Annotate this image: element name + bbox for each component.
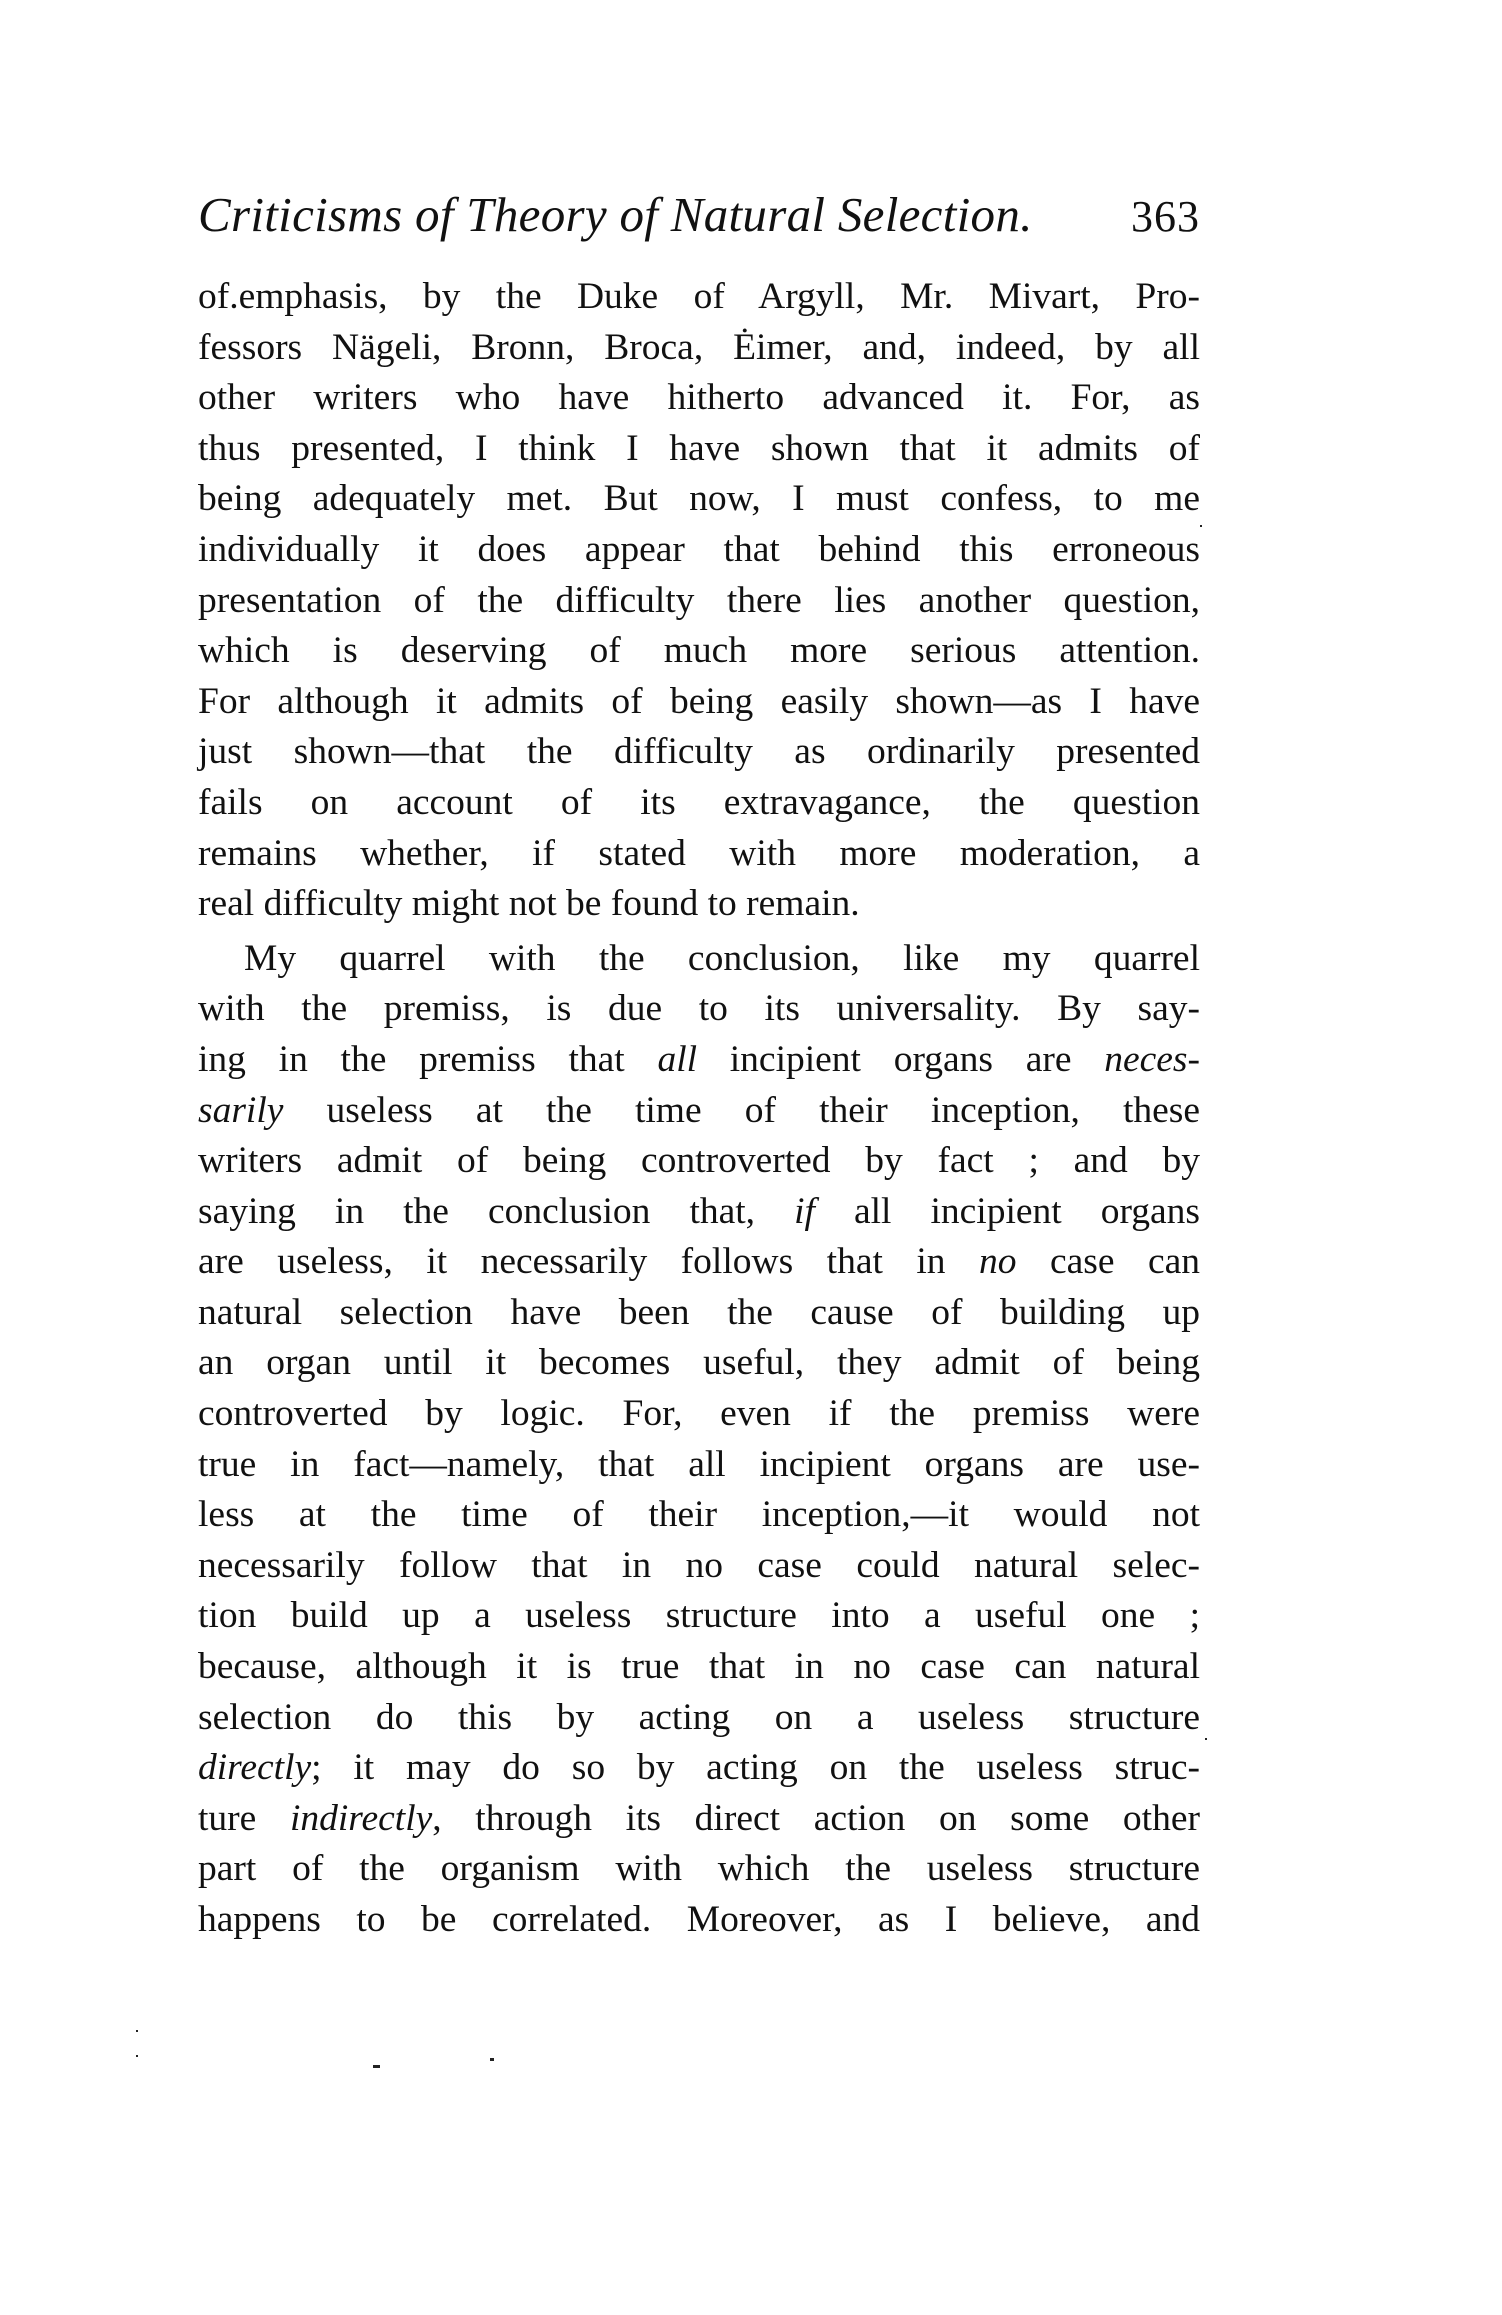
text-line: are useless, it necessarily follows that in no case can — [198, 1241, 1200, 1283]
text-line: real difficulty might not be found to remain. — [198, 883, 860, 925]
text-line: fessors Nägeli, Bronn, Broca, Ėimer, and, indeed, by all — [198, 326, 1200, 368]
text-line: My quarrel with the conclusion, like my quarrel — [244, 937, 1200, 979]
paragraph — [198, 934, 1200, 1946]
text-line: For although it admits of being easily shown—as I have — [198, 680, 1200, 722]
paragraph — [198, 272, 1200, 930]
italic-emphasis: if — [794, 1190, 815, 1232]
italic-emphasis: sarily — [198, 1089, 284, 1131]
page-number: 363 — [1131, 192, 1200, 241]
text-line: necessarily follow that in no case could natural selec- — [198, 1544, 1200, 1586]
text-line: natural selection have been the cause of building up — [198, 1291, 1200, 1333]
text-line: saying in the conclusion that, if all incipient organs — [198, 1190, 1201, 1232]
italic-emphasis: no — [979, 1241, 1017, 1283]
text-line: less at the time of their inception,—it would not — [198, 1494, 1200, 1536]
text-line: thus presented, I think I have shown that it admits of — [198, 427, 1200, 469]
text-line: true in fact—namely, that all incipient organs are use- — [198, 1443, 1200, 1485]
text-line: being adequately met. But now, I must confess, to me — [198, 478, 1200, 520]
text-line: ing in the premiss that all incipient organs are neces- — [198, 1038, 1200, 1080]
text-line: because, although it is true that in no case can natural — [198, 1646, 1200, 1688]
text-line: fails on account of its extravagance, the question — [198, 781, 1200, 823]
italic-emphasis: indirectly — [289, 1797, 433, 1839]
text-line: with the premiss, is due to its universality. By say- — [198, 988, 1200, 1030]
text-line: remains whether, if stated with more moderation, a — [198, 832, 1200, 874]
text-line: other writers who have hitherto advanced it. For, as — [198, 377, 1200, 419]
text-line: which is deserving of much more serious attention. — [198, 630, 1200, 672]
running-head — [198, 186, 1200, 256]
running-title: Criticisms of Theory of Natural Selection. — [198, 187, 1033, 242]
text-line: directly; it may do so by acting on the useless struc- — [198, 1747, 1200, 1789]
text-line: tion build up a useless structure into a useful one ; — [198, 1595, 1200, 1637]
text-line: of.emphasis, by the Duke of Argyll, Mr. Mivart, Pro- — [198, 276, 1200, 317]
text-line: selection do this by acting on a useless structure — [198, 1696, 1200, 1738]
text-line: just shown—that the difficulty as ordinarily presented — [198, 731, 1200, 773]
text-line: an organ until it becomes useful, they admit of being — [198, 1342, 1200, 1384]
scan-speck — [490, 2058, 494, 2061]
scan-speck — [136, 2055, 138, 2057]
italic-emphasis: neces- — [1104, 1038, 1200, 1080]
scan-speck — [136, 2030, 138, 2032]
text-line: controverted by logic. For, even if the premiss were — [198, 1393, 1200, 1435]
scan-speck — [1200, 525, 1202, 527]
text-line: part of the organism with which the useless structure — [198, 1848, 1200, 1890]
body-text — [198, 272, 1200, 1946]
scan-speck — [373, 2065, 380, 2068]
italic-emphasis: directly — [198, 1747, 312, 1789]
text-line: ture indirectly, through its direct action on some other — [198, 1797, 1200, 1839]
text-line: presentation of the difficulty there lies another question, — [198, 579, 1200, 621]
italic-emphasis: all — [657, 1038, 698, 1080]
text-line: writers admit of being controverted by fact ; and by — [198, 1140, 1200, 1182]
scan-speck — [1205, 1738, 1207, 1740]
text-line: sarily useless at the time of their inception, these — [198, 1089, 1200, 1131]
text-line: individually it does appear that behind this erroneous — [198, 528, 1200, 570]
text-line: happens to be correlated. Moreover, as I believe, and — [198, 1899, 1200, 1940]
